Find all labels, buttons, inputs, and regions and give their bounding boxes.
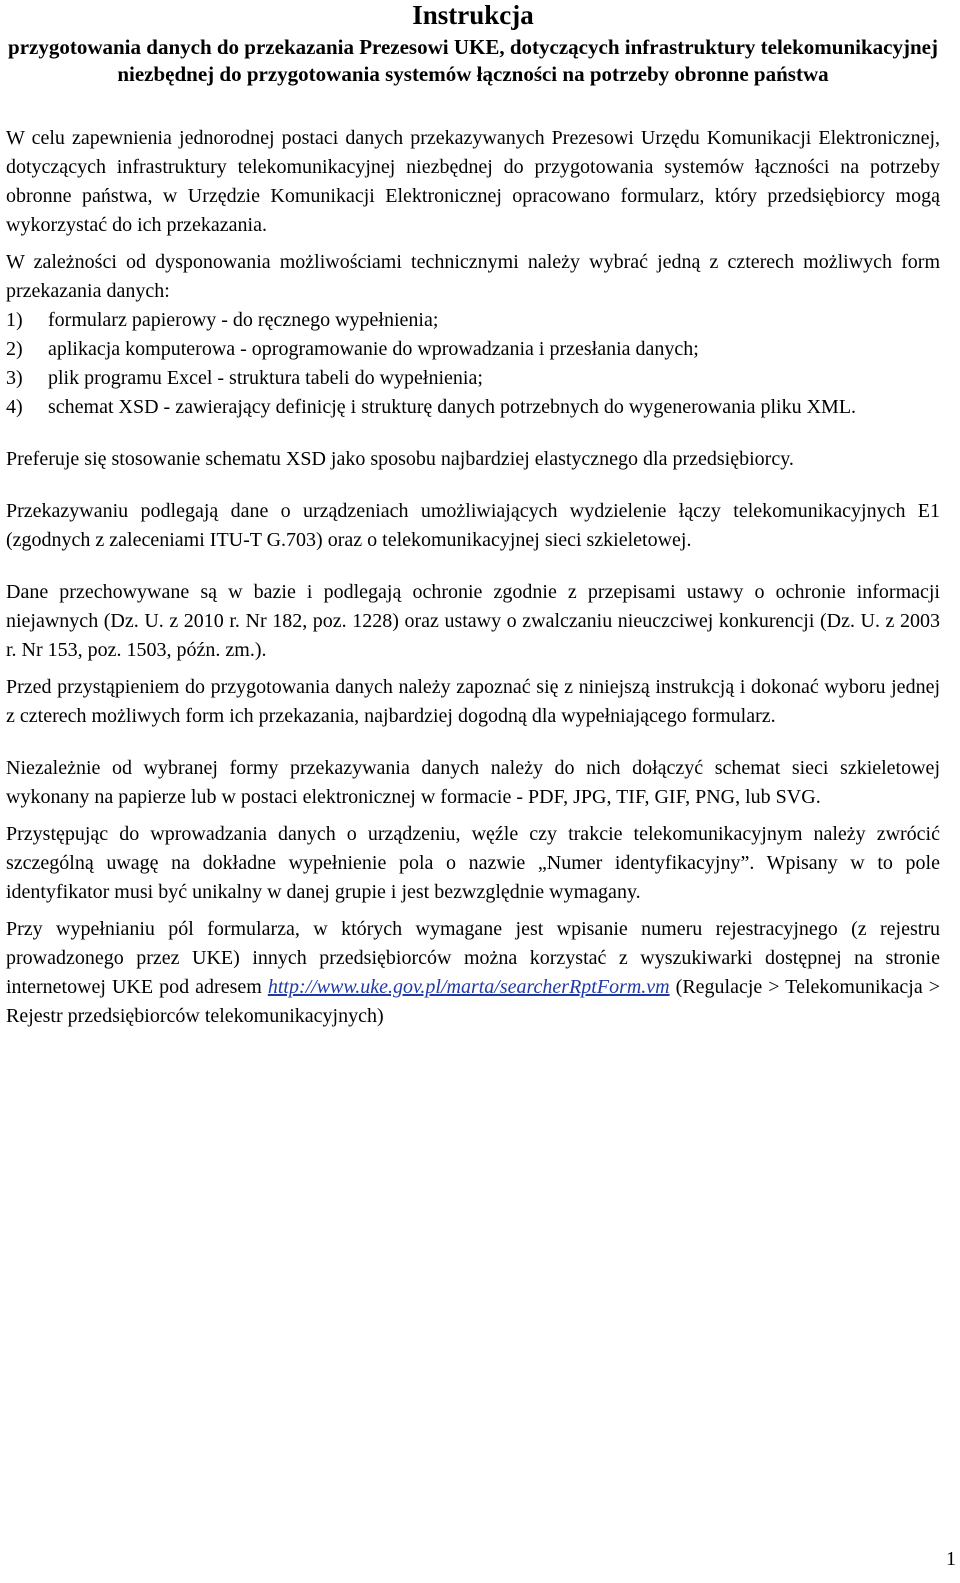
registry-text-start: Przy wypełnianiu pól formularza, w których wymagane jest wpisanie numeru rejestracyjnego (z rejestru prowadzonego przez UKE) innych przedsiębiorców można korzystać z wyszukiwarki dostępnej na stronie internetowej UKE pod adresem — [6, 918, 940, 998]
registry-search-link[interactable]: http://www.uke.gov.pl/marta/searcherRptForm.vm — [267, 976, 670, 998]
paragraph-forms-intro: W zależności od dysponowania możliwościami technicznymi należy wybrać jedną z czterech możliwych form przekazania danych: — [6, 251, 940, 302]
paragraph-scope: Przekazywaniu podlegają dane o urządzeniach umożliwiających wydzielenie łączy telekomunikacyjnych E1 (zgodnych z zaleceniami ITU-T G.703) oraz o telekomunikacyjnej sieci szkieletowej. — [6, 500, 940, 551]
document-subtitle: przygotowania danych do przekazania Prezesowi UKE, dotyczących infrastruktury telekomunikacyjnej niezbędnej do przygotowania systemów łączności na potrzeby obronne państwa — [8, 35, 938, 86]
paragraph-xsd-preference: Preferuje się stosowanie schematu XSD jako sposobu najbardziej elastycznego dla przedsiębiorcy. — [6, 448, 794, 470]
paragraph-identifier: Przystępując do wprowadzania danych o urządzeniu, węźle czy trakcie telekomunikacyjnym należy zwrócić szczególną uwagę na dokładne wypełnienie pola o nazwie „Numer identyfikacyjny”. Wpisany w to pole identyfikator musi być unikalny w danej grupie i jest bezwzględnie wymagany. — [6, 823, 940, 903]
paragraph-preparation: Przed przystąpieniem do przygotowania danych należy zapoznać się z niniejszą instrukcją i dokonać wyboru jednej z czterech możliwych form ich przekazania, najbardziej dogodną dla wypełniającego formularz. — [6, 676, 940, 727]
list-item — [6, 306, 940, 335]
list-item — [6, 364, 940, 393]
list-item-text: schemat XSD - zawierający definicję i strukturę danych potrzebnych do wygenerowania pliku XML. — [48, 396, 857, 418]
list-item — [6, 393, 940, 422]
list-item-number: 2) — [6, 338, 23, 360]
page-number: 1 — [946, 1548, 956, 1570]
registry-text-end: (Regulacje > Telekomunikacja > Rejestr przedsiębiorców telekomunikacyjnych) — [6, 976, 940, 1027]
list-item-text: plik programu Excel - struktura tabeli do wypełnienia; — [48, 367, 483, 389]
document-title: Instrukcja — [412, 0, 534, 30]
paragraph-intro: W celu zapewnienia jednorodnej postaci danych przekazywanych Prezesowi Urzędu Komunikacji Elektronicznej, dotyczących infrastruktury telekomunikacyjnej niezbędnej do przygotowania systemów łączności na potrzeby obronne państwa, w Urzędzie Komunikacji Elektronicznej opracowano formularz, który przedsiębiorcy mogą wykorzystać do ich przekazania. — [6, 127, 940, 236]
paragraph-protection: Dane przechowywane są w bazie i podlegają ochronie zgodnie z przepisami ustawy o ochronie informacji niejawnych (Dz. U. z 2010 r. Nr 182, poz. 1228) oraz ustawy o zwalczaniu nieuczciwej konkurencji (Dz. U. z 2003 r. Nr 153, poz. 1503, późn. zm.). — [6, 581, 940, 661]
paragraph-registry-search — [6, 915, 940, 1031]
list-item-number: 4) — [6, 396, 23, 418]
list-item-text: formularz papierowy - do ręcznego wypełnienia; — [48, 309, 439, 331]
document-page — [6, 0, 940, 1031]
forms-list — [6, 306, 940, 422]
list-item-number: 1) — [6, 309, 23, 331]
paragraph-network-schema: Niezależnie od wybranej formy przekazywania danych należy do nich dołączyć schemat sieci szkieletowej wykonany na papierze lub w postaci elektronicznej w formacie - PDF, JPG, TIF, GIF, PNG, lub SVG. — [6, 757, 940, 808]
list-item-text: aplikacja komputerowa - oprogramowanie do wprowadzania i przesłania danych; — [48, 338, 699, 360]
list-item-number: 3) — [6, 367, 23, 389]
list-item — [6, 335, 940, 364]
